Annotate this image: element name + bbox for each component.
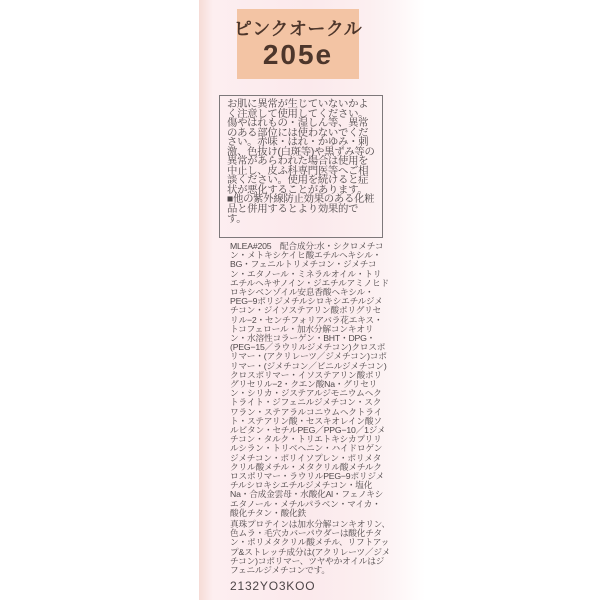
uv-combination-note: ■他の紫外線防止効果のある化粧品と併用するとより効果的です。 xyxy=(227,194,375,225)
product-lot-code: 2132YO3KOO xyxy=(230,579,316,593)
ingredient-roles-text: 真珠プロテインは加水分解コンキオリン、色ムラ・毛穴カバーパウダーは酸化チタン・ポリメタクリル酸メチル、リフトアップ&ストレッチ成分は(アクリレーツ／ジメチコン)コポリマー、ツヤやかオイルはジフェニルジメチコンです。 xyxy=(230,519,391,576)
product-package xyxy=(199,0,425,600)
shade-name: ピンクオークル xyxy=(233,18,363,39)
ingredients-list: MLEA#205 配合成分:水・シクロメチコン・メトキシケイヒ酸エチルヘキシル・BG・フェニルトリメチコン・ジメチコン・エタノール・ミネラルオイル・トリエチルヘキサノイン・ジエチルアミノヒドロキシベンゾイル安息香酸ヘキシル・PEG−9ポリジメチルシロキシエチルジメチコン・ジイソステアリン酸ポリグリセリル−2・センチフォリアバラ花エキス・トコフェロール・加水分解コンキオリン・水溶性コラーゲン・BHT・DPG・(PEG−15／ラウリルジメチコン)クロスポリマー・(アクリレーツ／ジメチコン)コポリマー・(ジメチコン／ビニルジメチコン)クロスポリマー・イソステアリン酸ポリグリセリル−2・クエン酸Na・グリセリン・シリカ・ジステアルジモニウムヘクトライト・ジフェニルジメチコン・スクワラン・ステアラルコニウムヘクトライト・ステアリン酸・セスキオレイン酸ソルビタン・セチルPEG／PPG−10／1ジメチコン・タルク・トリエトキシカプリリルシラン・トリベヘニン・ハイドロゲンジメチコン・ポリイソプレン・ポリメタクリル酸メチル・メタクリル酸メチルクロスポリマー・ラウリルPEG−9ポリジメチルシロキシエチルジメチコン・塩化Na・合成金雲母・水酸化Al・フェノキシエタノール・メチルパラベン・マイカ・酸化チタン・酸化鉄 xyxy=(230,241,390,518)
shade-number: 205e xyxy=(262,38,334,70)
shade-label-box xyxy=(233,9,363,79)
caution-text: お肌に異常が生じていないかよく注意して使用してください。傷やはれもの・湿しん等、異常のある部位には使わないでください。赤味・はれ・かゆみ・刺激、色抜け(白斑等)や黒ずみ等の異常があらわれた場合は使用を中止し、皮ふ科専門医等へご相談ください。使用を続けると症状が悪化することがあります。 xyxy=(227,99,375,196)
caution-box xyxy=(219,95,383,238)
